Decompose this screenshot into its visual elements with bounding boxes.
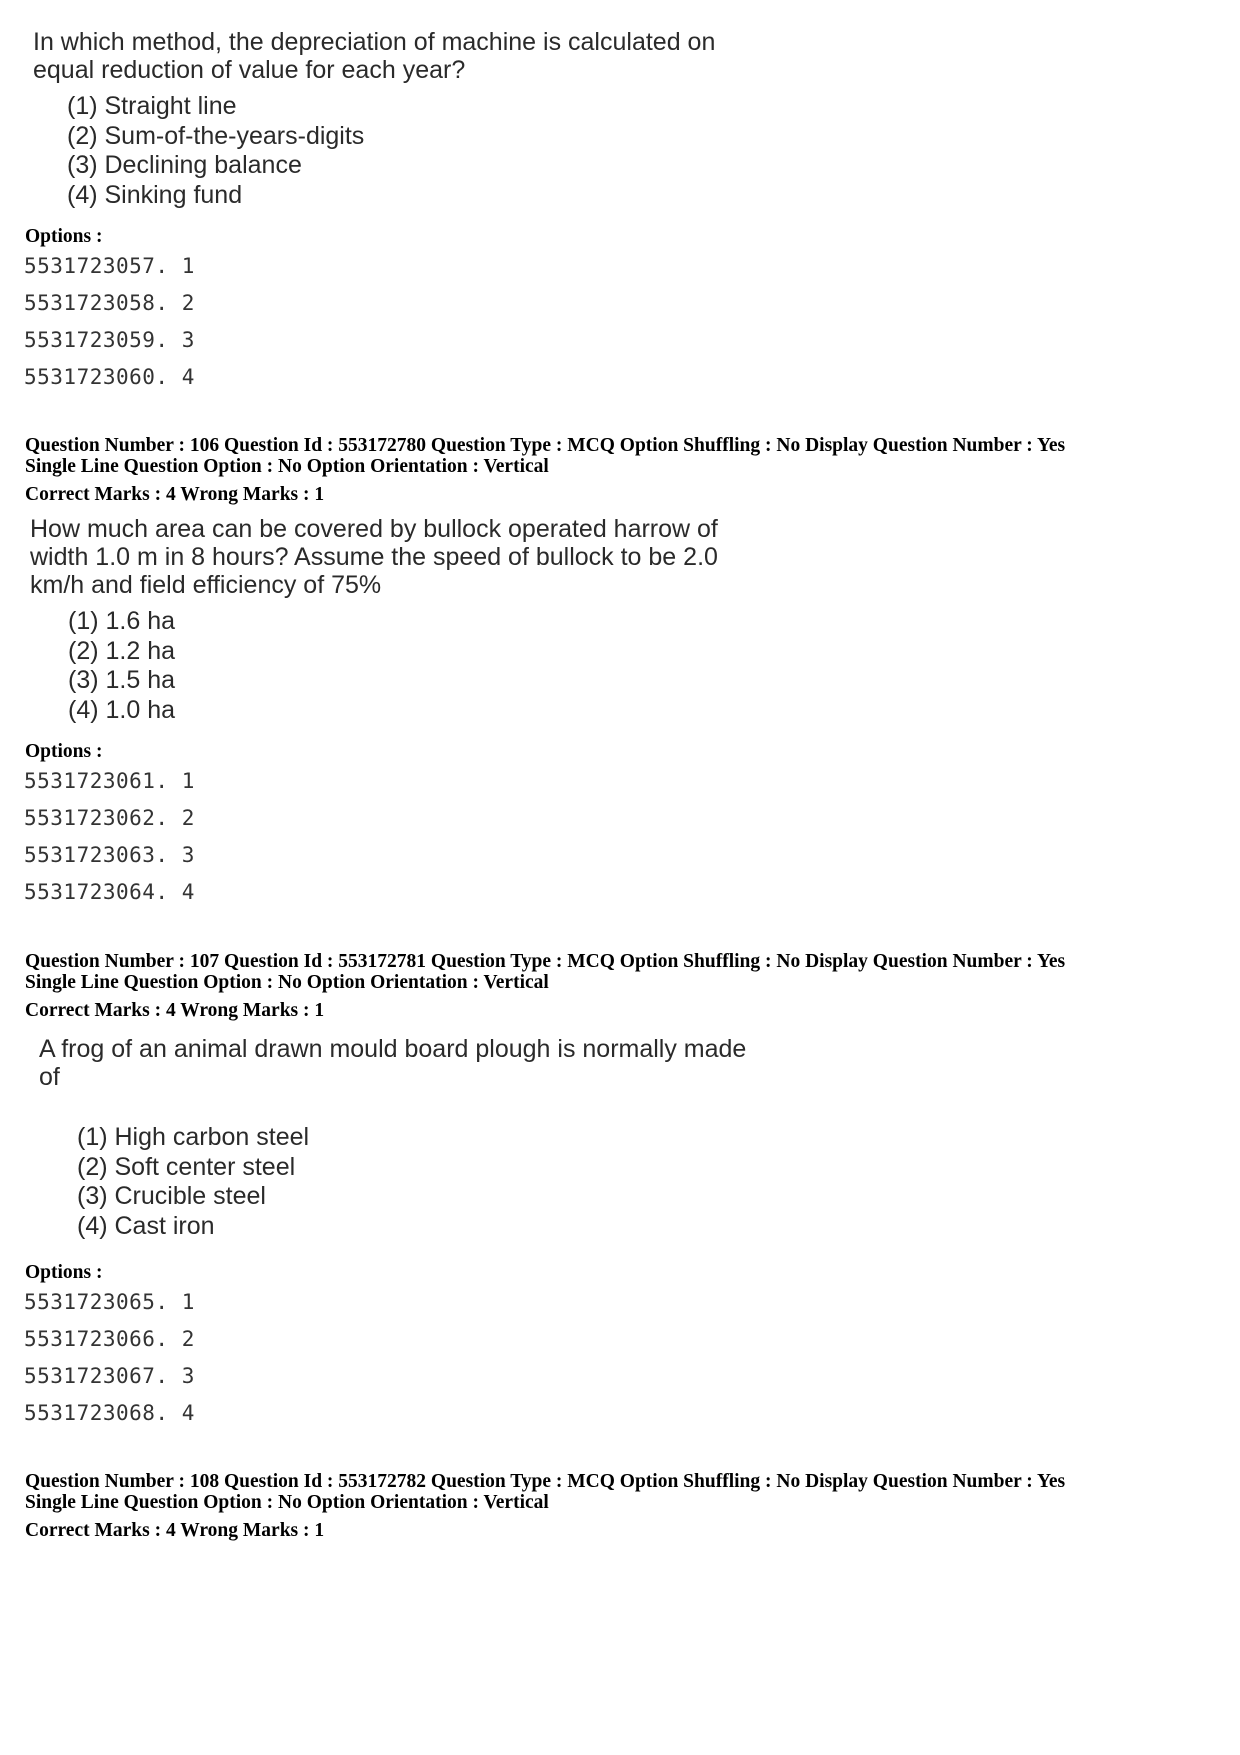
choice-4: (4) 1.0 ha: [68, 695, 176, 724]
question-choices: [77, 1123, 309, 1241]
meta-line-2: Single Line Question Option : No Option Orientation : Vertical: [25, 972, 549, 993]
marks-line: Correct Marks : 4 Wrong Marks : 1: [25, 484, 325, 505]
marks-line: Correct Marks : 4 Wrong Marks : 1: [25, 1520, 325, 1541]
meta-line-1: Question Number : 108 Question Id : 553172782 Question Type : MCQ Option Shuffling : No Display Question Number : Yes: [25, 1471, 1066, 1492]
option-id: 5531723065. 1: [24, 1290, 195, 1314]
question-choices: [67, 92, 364, 210]
choice-1: (1) Straight line: [67, 92, 237, 120]
option-id: 5531723061. 1: [24, 769, 195, 793]
options-label: Options :: [25, 226, 103, 247]
option-id: 5531723063. 3: [24, 843, 195, 867]
option-id: 5531723057. 1: [24, 254, 195, 278]
choice-3: (3) Crucible steel: [77, 1182, 266, 1210]
choice-2: (2) 1.2 ha: [68, 636, 176, 665]
option-id: 5531723059. 3: [24, 328, 195, 352]
question-stem: In which method, the depreciation of machine is calculated on equal reduction of value for each year?: [33, 28, 716, 84]
option-id: 5531723068. 4: [24, 1401, 195, 1425]
option-id: 5531723062. 2: [24, 806, 195, 830]
option-id-list: [24, 763, 195, 911]
option-id: 5531723060. 4: [24, 365, 195, 389]
meta-line-2: Single Line Question Option : No Option Orientation : Vertical: [25, 456, 549, 477]
choice-3: (3) 1.5 ha: [68, 666, 176, 694]
choice-1: (1) 1.6 ha: [68, 607, 176, 635]
meta-line-1: Question Number : 106 Question Id : 553172780 Question Type : MCQ Option Shuffling : No Display Question Number : Yes: [25, 435, 1066, 456]
option-id-list: [24, 248, 195, 396]
choice-3: (3) Declining balance: [67, 151, 302, 179]
option-id: 5531723058. 2: [24, 291, 195, 315]
marks-line: Correct Marks : 4 Wrong Marks : 1: [25, 1000, 325, 1021]
question-meta: [25, 435, 1065, 477]
options-label: Options :: [25, 1262, 103, 1283]
question-choices: [68, 607, 175, 725]
option-id-list: [24, 1284, 195, 1432]
question-meta: [25, 1471, 1065, 1513]
choice-4: (4) Cast iron: [77, 1211, 215, 1240]
choice-4: (4) Sinking fund: [67, 180, 243, 209]
meta-line-2: Single Line Question Option : No Option Orientation : Vertical: [25, 1492, 549, 1513]
choice-1: (1) High carbon steel: [77, 1123, 310, 1151]
option-id: 5531723064. 4: [24, 880, 195, 904]
choice-2: (2) Sum-of-the-years-digits: [67, 121, 365, 150]
choice-2: (2) Soft center steel: [77, 1152, 296, 1181]
options-label: Options :: [25, 741, 103, 762]
question-stem: How much area can be covered by bullock operated harrow of width 1.0 m in 8 hours? Assume the speed of bullock to be 2.0 km/h and field efficiency of 75%: [30, 515, 718, 599]
option-id: 5531723067. 3: [24, 1364, 195, 1388]
question-meta: [25, 951, 1065, 993]
meta-line-1: Question Number : 107 Question Id : 553172781 Question Type : MCQ Option Shuffling : No Display Question Number : Yes: [25, 951, 1066, 972]
question-stem: A frog of an animal drawn mould board plough is normally made of: [39, 1035, 747, 1091]
option-id: 5531723066. 2: [24, 1327, 195, 1351]
